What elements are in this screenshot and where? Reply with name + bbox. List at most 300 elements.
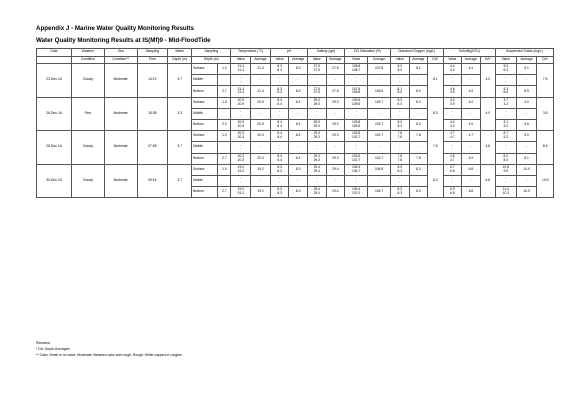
ph-value-cell [270, 86, 289, 97]
turbidity-value-1: 4.0 [449, 120, 455, 125]
suspended-solids-value-1: 8.7 [503, 131, 509, 136]
temp-value-1: 20.3 [237, 131, 245, 136]
suspended-solids-average-cell: 6.1 [516, 64, 537, 75]
col-sea: Sea [104, 49, 137, 57]
time-cell: 14:19 [137, 64, 168, 98]
do-saturation-value-1: - [355, 75, 357, 80]
ph-average-cell: 8.4 [289, 97, 308, 108]
ph-value-cell [270, 175, 289, 186]
temp-value-cell [231, 108, 251, 119]
date-cell: 28-Dec-16 [37, 131, 72, 165]
dissolved-oxygen-value-1: 8.3 [397, 187, 403, 192]
ph-average-cell: 8.3 [289, 64, 308, 75]
temp-value-cell [231, 164, 251, 175]
do-saturation-value-cell [345, 175, 368, 186]
turbidity-value-cell [443, 153, 462, 164]
salinity-value-2: - [316, 112, 318, 117]
salinity-average-cell: 29.0 [326, 119, 345, 130]
temp-value-cell [231, 187, 251, 198]
ph-value-cell [270, 187, 289, 198]
sub-dos-value: Value [345, 56, 368, 64]
sub-sampling-depth: Depth (m) [192, 56, 231, 64]
dissolved-oxygen-value-2: 8.3 [397, 124, 403, 129]
turbidity-value-cell [443, 64, 462, 75]
suspended-solids-value-2: - [505, 112, 507, 117]
do-saturation-value-1: 109.9 [352, 97, 361, 102]
ph-average-cell: 8.3 [289, 187, 308, 198]
ph-value-2: 8.3 [277, 168, 282, 173]
temp-value-1: 19.2 [237, 164, 245, 169]
suspended-solids-value-1: 3.1 [503, 120, 509, 125]
ph-value-cell [270, 119, 289, 130]
sub-turb-value: Value [443, 56, 462, 64]
monitoring-results-table [36, 48, 554, 198]
turbidity-average-cell: 4.4 [462, 64, 481, 75]
dissolved-oxygen-value-1: - [399, 75, 401, 80]
ph-value-2: 8.3 [277, 68, 282, 73]
salinity-value-1: 29.3 [313, 131, 320, 136]
salinity-value-2: 27.5 [313, 68, 320, 73]
sampling-depth-cell: 2.7 [218, 153, 231, 164]
sub-temp-average: Average [251, 56, 271, 64]
turbidity-value-cell [443, 142, 462, 153]
turbidity-da-cell: 4.8 [480, 131, 495, 165]
ph-value-cell [270, 97, 289, 108]
turbidity-value-2: 6.8 [449, 168, 455, 173]
turbidity-value-1: - [451, 75, 453, 80]
dissolved-oxygen-value-cell [391, 142, 410, 153]
temp-value-1: - [240, 142, 242, 147]
suspended-solids-value-cell [495, 108, 516, 119]
sub-do-average: Average [409, 56, 428, 64]
sub-sal-average: Average [326, 56, 345, 64]
salinity-average-cell: - [326, 142, 345, 153]
do-saturation-value-2: - [355, 79, 357, 84]
do-saturation-value-cell [345, 142, 368, 153]
dissolved-oxygen-value-2: - [399, 112, 401, 117]
salinity-value-cell [308, 175, 327, 186]
ph-value-2: 8.3 [277, 90, 282, 95]
turbidity-value-2: 4.7 [449, 157, 455, 162]
col-water: Water [168, 49, 192, 57]
suspended-solids-value-cell [495, 164, 516, 175]
salinity-value-2: 29.0 [313, 101, 320, 106]
turbidity-value-1: - [451, 142, 453, 147]
do-saturation-value-1: 107.8 [352, 86, 361, 91]
dissolved-oxygen-value-2: 8.3 [397, 191, 403, 196]
do-saturation-value-2: - [355, 112, 357, 117]
dissolved-oxygen-value-2: 8.3 [397, 168, 403, 173]
temp-value-cell [231, 97, 251, 108]
turbidity-value-2: 4.5 [449, 90, 455, 95]
ss-da-cell: 10.5 [537, 164, 554, 198]
sub-sal-value: Value [308, 56, 327, 64]
weather-cell: Fine [71, 97, 104, 131]
temp-value-2: 20.9 [237, 124, 245, 129]
sea-cell: Moderate [104, 131, 137, 165]
sampling-depth-cell: 1.0 [218, 131, 231, 142]
dissolved-oxygen-average-cell: 7.8 [409, 153, 428, 164]
do-saturation-average-cell: 102.7 [368, 131, 391, 142]
ph-average-cell: - [289, 108, 308, 119]
suspended-solids-value-1: 8.2 [503, 153, 509, 158]
ph-average-cell: 8.3 [289, 86, 308, 97]
dissolved-oxygen-value-cell [391, 75, 410, 86]
water-depth-cell: 3.7 [168, 164, 192, 198]
dissolved-oxygen-value-1: - [399, 108, 401, 113]
dissolved-oxygen-value-cell [391, 131, 410, 142]
dissolved-oxygen-value-cell [391, 64, 410, 75]
suspended-solids-average-cell: - [516, 175, 537, 186]
temp-average-cell: 20.3 [251, 131, 271, 142]
dissolved-oxygen-value-cell [391, 119, 410, 130]
suspended-solids-value-1: 3.7 [503, 97, 509, 102]
suspended-solids-value-cell [495, 175, 516, 186]
dissolved-oxygen-value-2: - [399, 79, 401, 84]
suspended-solids-value-cell [495, 119, 516, 130]
salinity-value-cell [308, 164, 327, 175]
salinity-value-2: - [316, 79, 318, 84]
col-ph: pH [270, 49, 307, 57]
dissolved-oxygen-value-cell [391, 86, 410, 97]
water-depth-cell: 3.3 [168, 97, 192, 131]
table-row [37, 131, 554, 142]
turbidity-value-1: 6.9 [449, 187, 455, 192]
suspended-solids-average-cell: 10.9 [516, 187, 537, 198]
suspended-solids-value-1: - [505, 142, 507, 147]
suspended-solids-average-cell: 8.1 [516, 153, 537, 164]
dissolved-oxygen-average-cell: 8.1 [409, 64, 428, 75]
dissolved-oxygen-value-1: - [399, 176, 401, 181]
dissolved-oxygen-value-cell [391, 175, 410, 186]
suspended-solids-value-cell [495, 187, 516, 198]
do-saturation-value-2: 102.7 [352, 135, 361, 140]
dissolved-oxygen-value-2: 8.0 [397, 90, 403, 95]
date-cell: 26-Dec-16 [37, 97, 72, 131]
suspended-solids-average-cell: 9.0 [516, 131, 537, 142]
temp-average-cell: - [251, 142, 271, 153]
temp-value-2: 21.4 [237, 68, 245, 73]
temp-value-2: 20.3 [237, 135, 245, 140]
salinity-average-cell: 29.3 [326, 131, 345, 142]
dissolved-oxygen-average-cell: 8.3 [409, 187, 428, 198]
salinity-average-cell: 29.4 [326, 164, 345, 175]
ph-average-cell: - [289, 142, 308, 153]
turbidity-average-cell: 6.8 [462, 187, 481, 198]
ph-value-1: 8.4 [277, 131, 282, 136]
temp-value-cell [231, 131, 251, 142]
turbidity-average-cell: 6.8 [462, 164, 481, 175]
do-saturation-value-1: - [355, 176, 357, 181]
temp-value-2: - [240, 146, 242, 151]
dissolved-oxygen-value-1: 8.3 [397, 120, 403, 125]
dissolved-oxygen-value-cell [391, 187, 410, 198]
ph-value-1: 8.4 [277, 153, 282, 158]
ph-value-1: 8.3 [277, 86, 282, 91]
ph-average-cell: 8.4 [289, 119, 308, 130]
weather-cell: Cloudy [71, 64, 104, 98]
salinity-value-2: 29.3 [313, 157, 320, 162]
col-suspended-solids: Suspended Solids (mg/L) [495, 49, 553, 57]
sampling-level-cell: Bottom [192, 119, 218, 130]
temp-value-1: 21.4 [237, 86, 245, 91]
turbidity-value-2: - [451, 79, 453, 84]
ph-value-1: 8.3 [277, 164, 282, 169]
dissolved-oxygen-average-cell: 8.3 [409, 97, 428, 108]
time-cell: 15:38 [137, 97, 168, 131]
do-saturation-average-cell: 109.7 [368, 119, 391, 130]
salinity-value-1: 27.5 [313, 64, 320, 69]
salinity-value-cell [308, 153, 327, 164]
ss-da-cell: 7.5 [537, 64, 554, 98]
turbidity-value-1: 4.8 [449, 153, 455, 158]
do-saturation-average-cell: - [368, 175, 391, 186]
time-cell: 09:16 [137, 164, 168, 198]
do-saturation-value-cell [345, 86, 368, 97]
turbidity-value-cell [443, 86, 462, 97]
suspended-solids-value-1: - [505, 176, 507, 181]
col-salinity: Salinity (ppt) [308, 49, 345, 57]
dissolved-oxygen-value-2: 8.3 [397, 101, 403, 106]
suspended-solids-average-cell: - [516, 75, 537, 86]
temp-value-cell [231, 64, 251, 75]
salinity-value-1: - [316, 75, 318, 80]
do-saturation-value-1: 102.8 [352, 131, 361, 136]
turbidity-average-cell: 4.5 [462, 86, 481, 97]
sampling-depth-cell: 1.0 [218, 164, 231, 175]
salinity-value-cell [308, 64, 327, 75]
dissolved-oxygen-average-cell: 7.8 [409, 131, 428, 142]
turbidity-da-cell: 6.8 [480, 164, 495, 198]
turbidity-average-cell: 4.7 [462, 131, 481, 142]
ph-average-cell: 8.4 [289, 131, 308, 142]
ph-value-1: - [279, 142, 281, 147]
salinity-value-cell [308, 142, 327, 153]
temp-average-cell: 20.3 [251, 153, 271, 164]
salinity-average-cell: 27.5 [326, 64, 345, 75]
suspended-solids-value-cell [495, 75, 516, 86]
do-da-cell: 8.3 [428, 97, 443, 131]
col-dissolved-oxygen: Dissolved Oxygen (mg/L) [391, 49, 443, 57]
salinity-value-1: 27.5 [313, 86, 320, 91]
suspended-solids-value-2: 4.0 [503, 124, 509, 129]
suspended-solids-value-cell [495, 97, 516, 108]
sampling-level-cell: Middle [192, 75, 218, 86]
suspended-solids-average-cell: 3.6 [516, 119, 537, 130]
ph-value-2: 8.4 [277, 135, 282, 140]
salinity-average-cell: 29.4 [326, 187, 345, 198]
ph-value-2: 8.4 [277, 157, 282, 162]
dissolved-oxygen-value-1: 7.8 [397, 153, 403, 158]
turbidity-value-2: 3.9 [449, 101, 455, 106]
sampling-level-cell: Bottom [192, 153, 218, 164]
ph-value-1: 8.4 [277, 97, 282, 102]
sub-water-depth: Depth (m) [168, 56, 192, 64]
ph-value-cell [270, 142, 289, 153]
sampling-level-cell: Bottom [192, 86, 218, 97]
do-saturation-average-cell: - [368, 142, 391, 153]
turbidity-average-cell: - [462, 175, 481, 186]
dissolved-oxygen-average-cell: - [409, 75, 428, 86]
do-saturation-average-cell: - [368, 108, 391, 119]
ph-value-cell [270, 64, 289, 75]
do-saturation-average-cell: 109.7 [368, 97, 391, 108]
header-row-2 [37, 56, 554, 64]
sampling-level-cell: Surface [192, 97, 218, 108]
salinity-value-cell [308, 97, 327, 108]
suspended-solids-value-2: 8.6 [503, 90, 509, 95]
table-row [37, 164, 554, 175]
ph-value-2: - [279, 112, 281, 117]
ph-value-cell [270, 131, 289, 142]
turbidity-value-2: 4.7 [449, 135, 455, 140]
ph-average-cell: 8.3 [289, 164, 308, 175]
suspended-solids-value-1: - [505, 75, 507, 80]
salinity-value-2: 29.4 [313, 191, 320, 196]
salinity-value-1: - [316, 176, 318, 181]
temp-value-cell [231, 153, 251, 164]
sampling-depth-cell: 2.7 [218, 86, 231, 97]
col-do-saturation: DO Saturation (%) [345, 49, 391, 57]
dissolved-oxygen-value-1: 8.3 [397, 164, 403, 169]
do-saturation-value-cell [345, 119, 368, 130]
dissolved-oxygen-average-cell: - [409, 108, 428, 119]
weather-cell: Cloudy [71, 131, 104, 165]
sub-dos-average: Average [368, 56, 391, 64]
dissolved-oxygen-value-1: 8.1 [397, 86, 403, 91]
temp-value-2: 20.9 [237, 101, 245, 106]
sampling-level-cell: Surface [192, 64, 218, 75]
do-saturation-value-2: - [355, 146, 357, 151]
sampling-depth-cell: 1.0 [218, 64, 231, 75]
turbidity-value-2: - [451, 146, 453, 151]
temp-value-2: 19.2 [237, 191, 245, 196]
do-saturation-value-1: 109.8 [352, 120, 361, 125]
dissolved-oxygen-value-2: - [399, 146, 401, 151]
suspended-solids-value-2: - [505, 146, 507, 151]
temp-value-cell [231, 75, 251, 86]
dissolved-oxygen-value-1: 7.8 [397, 131, 403, 136]
salinity-average-cell: - [326, 175, 345, 186]
salinity-value-cell [308, 187, 327, 198]
do-saturation-value-1: 106.3 [352, 164, 361, 169]
sampling-level-cell: Surface [192, 164, 218, 175]
turbidity-value-1: - [451, 108, 453, 113]
turbidity-value-cell [443, 119, 462, 130]
turbidity-da-cell: 4.0 [480, 64, 495, 98]
temp-value-1: - [240, 108, 242, 113]
date-cell: 23-Dec-16 [37, 64, 72, 98]
sub-ss-value: Value [495, 56, 516, 64]
salinity-value-cell [308, 131, 327, 142]
salinity-value-cell [308, 86, 327, 97]
salinity-value-2: 27.5 [313, 90, 320, 95]
col-turbidity: Turbidity(NTU) [443, 49, 495, 57]
do-saturation-average-cell: 102.7 [368, 153, 391, 164]
sub-ph-value: Value [270, 56, 289, 64]
do-saturation-value-2: 106.6 [352, 90, 361, 95]
turbidity-average-cell: 4.0 [462, 119, 481, 130]
do-saturation-value-2: 108.7 [352, 68, 361, 73]
sampling-depth-cell: 1.0 [218, 97, 231, 108]
suspended-solids-average-cell: 4.0 [516, 97, 537, 108]
do-saturation-value-2: 106.7 [352, 168, 361, 173]
ph-value-cell [270, 75, 289, 86]
table-subtitle: Water Quality Monitoring Results at IS(Mf)9 - Mid-FloodTide [36, 37, 211, 44]
sub-ph-average: Average [289, 56, 308, 64]
temp-value-1: 20.9 [237, 120, 245, 125]
suspended-solids-value-2: 9.5 [503, 168, 509, 173]
do-saturation-value-2: 109.6 [352, 101, 361, 106]
remarks [36, 340, 182, 358]
sampling-depth-cell [218, 175, 231, 186]
water-depth-cell: 3.7 [168, 131, 192, 165]
water-depth-cell: 3.7 [168, 64, 192, 98]
temp-value-1: 20.9 [237, 97, 245, 102]
sub-do-value: Value [391, 56, 410, 64]
salinity-value-1: 29.0 [313, 97, 320, 102]
salinity-value-1: - [316, 108, 318, 113]
time-cell: 07:55 [137, 131, 168, 165]
temp-average-cell: - [251, 175, 271, 186]
turbidity-value-2: - [451, 179, 453, 184]
temp-value-cell [231, 142, 251, 153]
salinity-value-1: 29.4 [313, 187, 320, 192]
sampling-level-cell: Bottom [192, 187, 218, 198]
dissolved-oxygen-average-cell: 8.3 [409, 119, 428, 130]
turbidity-value-2: 4.0 [449, 124, 455, 129]
turbidity-average-cell: - [462, 75, 481, 86]
turbidity-value-cell [443, 187, 462, 198]
ph-value-2: 8.3 [277, 191, 282, 196]
temp-average-cell: 19.2 [251, 187, 271, 198]
do-saturation-value-1: - [355, 108, 357, 113]
turbidity-average-cell: 4.0 [462, 97, 481, 108]
turbidity-value-1: - [451, 176, 453, 181]
sampling-depth-cell [218, 108, 231, 119]
turbidity-value-cell [443, 131, 462, 142]
suspended-solids-average-cell: - [516, 142, 537, 153]
sea-cell: Moderate [104, 97, 137, 131]
suspended-solids-value-1: 9.3 [503, 86, 509, 91]
suspended-solids-value-cell [495, 142, 516, 153]
suspended-solids-value-2: 6.3 [503, 68, 509, 73]
suspended-solids-average-cell: 8.9 [516, 86, 537, 97]
sub-temp-value: Value [231, 56, 251, 64]
do-da-cell: 8.3 [428, 164, 443, 198]
ss-da-cell: 8.6 [537, 131, 554, 165]
do-saturation-value-1: 102.6 [352, 153, 361, 158]
turbidity-value-2: 6.8 [449, 191, 455, 196]
turbidity-average-cell: - [462, 108, 481, 119]
temp-value-2: 19.2 [237, 168, 245, 173]
temp-value-1: 20.3 [237, 153, 245, 158]
ph-value-1: 8.3 [277, 187, 282, 192]
results-body [37, 64, 554, 198]
temp-average-cell: - [251, 75, 271, 86]
sea-cell: Moderate [104, 64, 137, 98]
dissolved-oxygen-value-2: - [399, 179, 401, 184]
ph-value-1: - [279, 108, 281, 113]
table-row [37, 64, 554, 75]
suspended-solids-value-1: 10.5 [502, 164, 510, 169]
temp-average-cell: - [251, 108, 271, 119]
do-saturation-value-cell [345, 64, 368, 75]
temp-average-cell: 20.9 [251, 97, 271, 108]
dissolved-oxygen-average-cell: 8.3 [409, 164, 428, 175]
suspended-solids-value-cell [495, 131, 516, 142]
ph-value-1: - [279, 75, 281, 80]
